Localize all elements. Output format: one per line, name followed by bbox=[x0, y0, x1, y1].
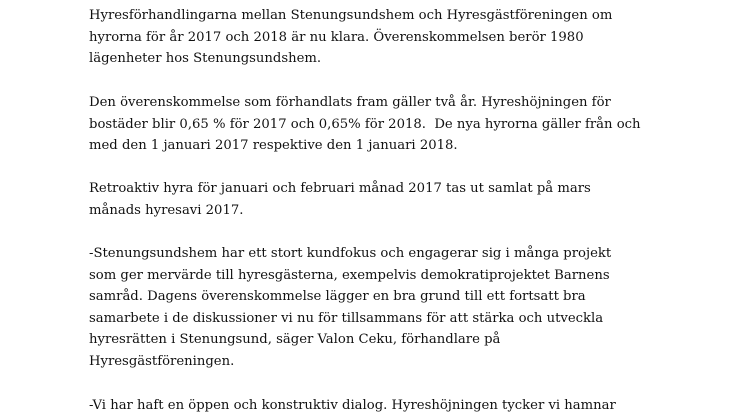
paragraph-quote-valon-ceku bbox=[89, 243, 729, 373]
text-line: Hyresförhandlingarna mellan Stenungsundshem och Hyresgästföreningen om bbox=[89, 8, 613, 23]
text-line: Den överenskommelse som förhandlats fram gäller två år. Hyreshöjningen för bbox=[89, 95, 611, 110]
text-line: månads hyresavi 2017. bbox=[89, 202, 244, 218]
paragraph-quote-dialog bbox=[89, 395, 729, 417]
text-line: med den 1 januari 2017 respektive den 1 januari 2018. bbox=[89, 138, 458, 154]
text-line: hyrorna för år 2017 och 2018 är nu klara. Överenskommelsen berör 1980 bbox=[89, 29, 584, 45]
text-line: samarbete i de diskussioner vi nu för tillsammans för att stärka och utveckla bbox=[89, 310, 604, 326]
text-line: Retroaktiv hyra för januari och februari månad 2017 tas ut samlat på mars bbox=[89, 181, 591, 196]
text-line: -Stenungsundshem har ett stort kundfokus och engagerar sig i många projekt bbox=[89, 246, 612, 261]
text-line: hyresrätten i Stenungsund, säger Valon Ceku, förhandlare på bbox=[89, 332, 501, 348]
paragraph-negotiation-intro bbox=[89, 5, 729, 70]
text-line: Hyresgästföreningen. bbox=[89, 353, 235, 369]
text-line: samråd. Dagens överenskommelse lägger en bra grund till ett fortsatt bra bbox=[89, 289, 586, 305]
text-line: -Vi har haft en öppen och konstruktiv dialog. Hyreshöjningen tycker vi hamnar bbox=[89, 398, 616, 413]
paragraph-retroactive-rent bbox=[89, 178, 729, 221]
text-line: lägenheter hos Stenungsundshem. bbox=[89, 51, 322, 67]
text-line: bostäder blir 0,65 % för 2017 och 0,65% för 2018. De nya hyrorna gäller från och bbox=[89, 116, 641, 132]
text-line: som ger mervärde till hyresgästerna, exempelvis demokratiprojektet Barnens bbox=[89, 267, 610, 283]
paragraph-agreement-terms bbox=[89, 92, 729, 157]
